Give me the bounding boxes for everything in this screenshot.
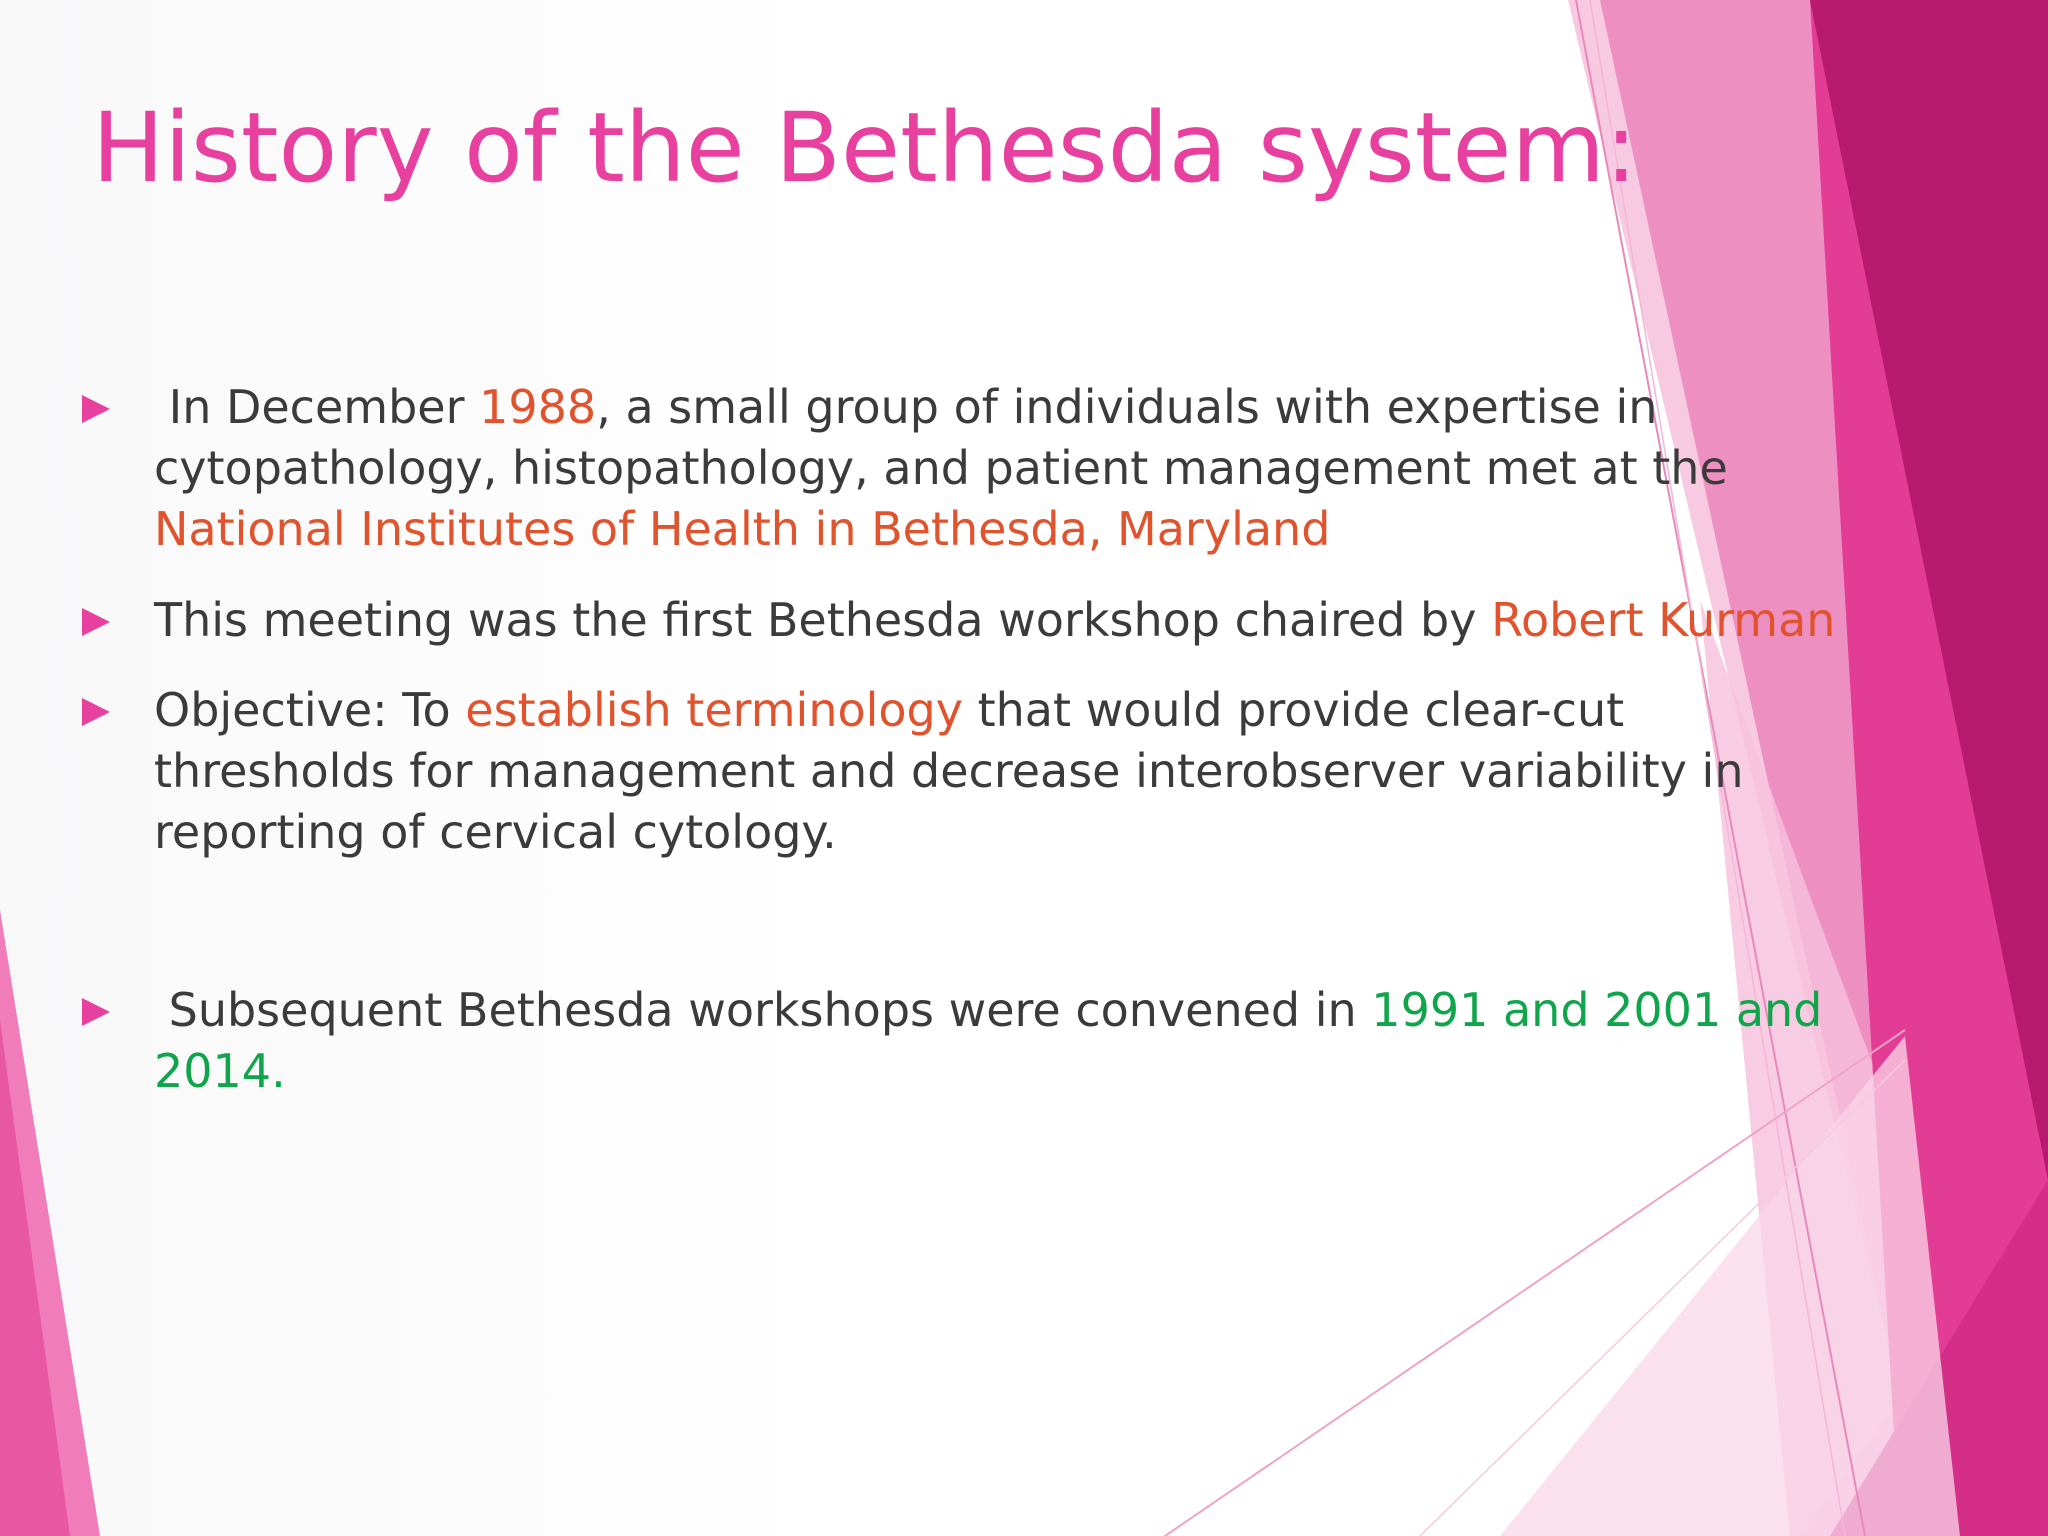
triangle-right-icon bbox=[82, 698, 110, 726]
bullet-line: cytopathology, histopathology, and patient management met at the bbox=[154, 441, 1728, 495]
text-segment: , a small group of individuals with expertise in bbox=[596, 380, 1658, 434]
bullet-line bbox=[154, 680, 1844, 741]
triangle-right-icon bbox=[82, 998, 110, 1026]
text-segment: Subsequent Bethesda workshops were convened in bbox=[154, 983, 1372, 1037]
highlight-name: Robert Kurman bbox=[1491, 593, 1836, 647]
triangle-right-icon bbox=[82, 608, 110, 636]
text-segment: Objective: To bbox=[154, 683, 466, 737]
text-segment: that would provide clear-cut bbox=[962, 683, 1625, 737]
triangle-right-icon bbox=[82, 395, 110, 423]
text-segment: This meeting was the first Bethesda workshop chaired by bbox=[154, 593, 1492, 647]
highlight-location: National Institutes of Health in Bethesda, Maryland bbox=[154, 502, 1331, 556]
highlight-phrase: establish terminology bbox=[465, 683, 963, 737]
bullet-line bbox=[154, 980, 1844, 1041]
highlight-year: 1988 bbox=[479, 380, 597, 434]
highlight-years: 1991 and 2001 and bbox=[1371, 983, 1823, 1037]
bullet-text bbox=[154, 680, 1844, 863]
bullet-list bbox=[76, 0, 1876, 1536]
bullet-text bbox=[154, 590, 1844, 651]
bullet-text bbox=[154, 980, 1844, 1102]
bullet-line bbox=[154, 377, 1844, 438]
highlight-years: 2014. bbox=[154, 1044, 286, 1098]
text-segment: In December bbox=[154, 380, 480, 434]
bullet-line bbox=[154, 590, 1844, 651]
bullet-line: thresholds for management and decrease interobserver variability in bbox=[154, 744, 1744, 798]
bullet-text bbox=[154, 377, 1844, 560]
bullet-line: reporting of cervical cytology. bbox=[154, 805, 837, 859]
slide-title: History of the Bethesda system: bbox=[92, 92, 1638, 204]
